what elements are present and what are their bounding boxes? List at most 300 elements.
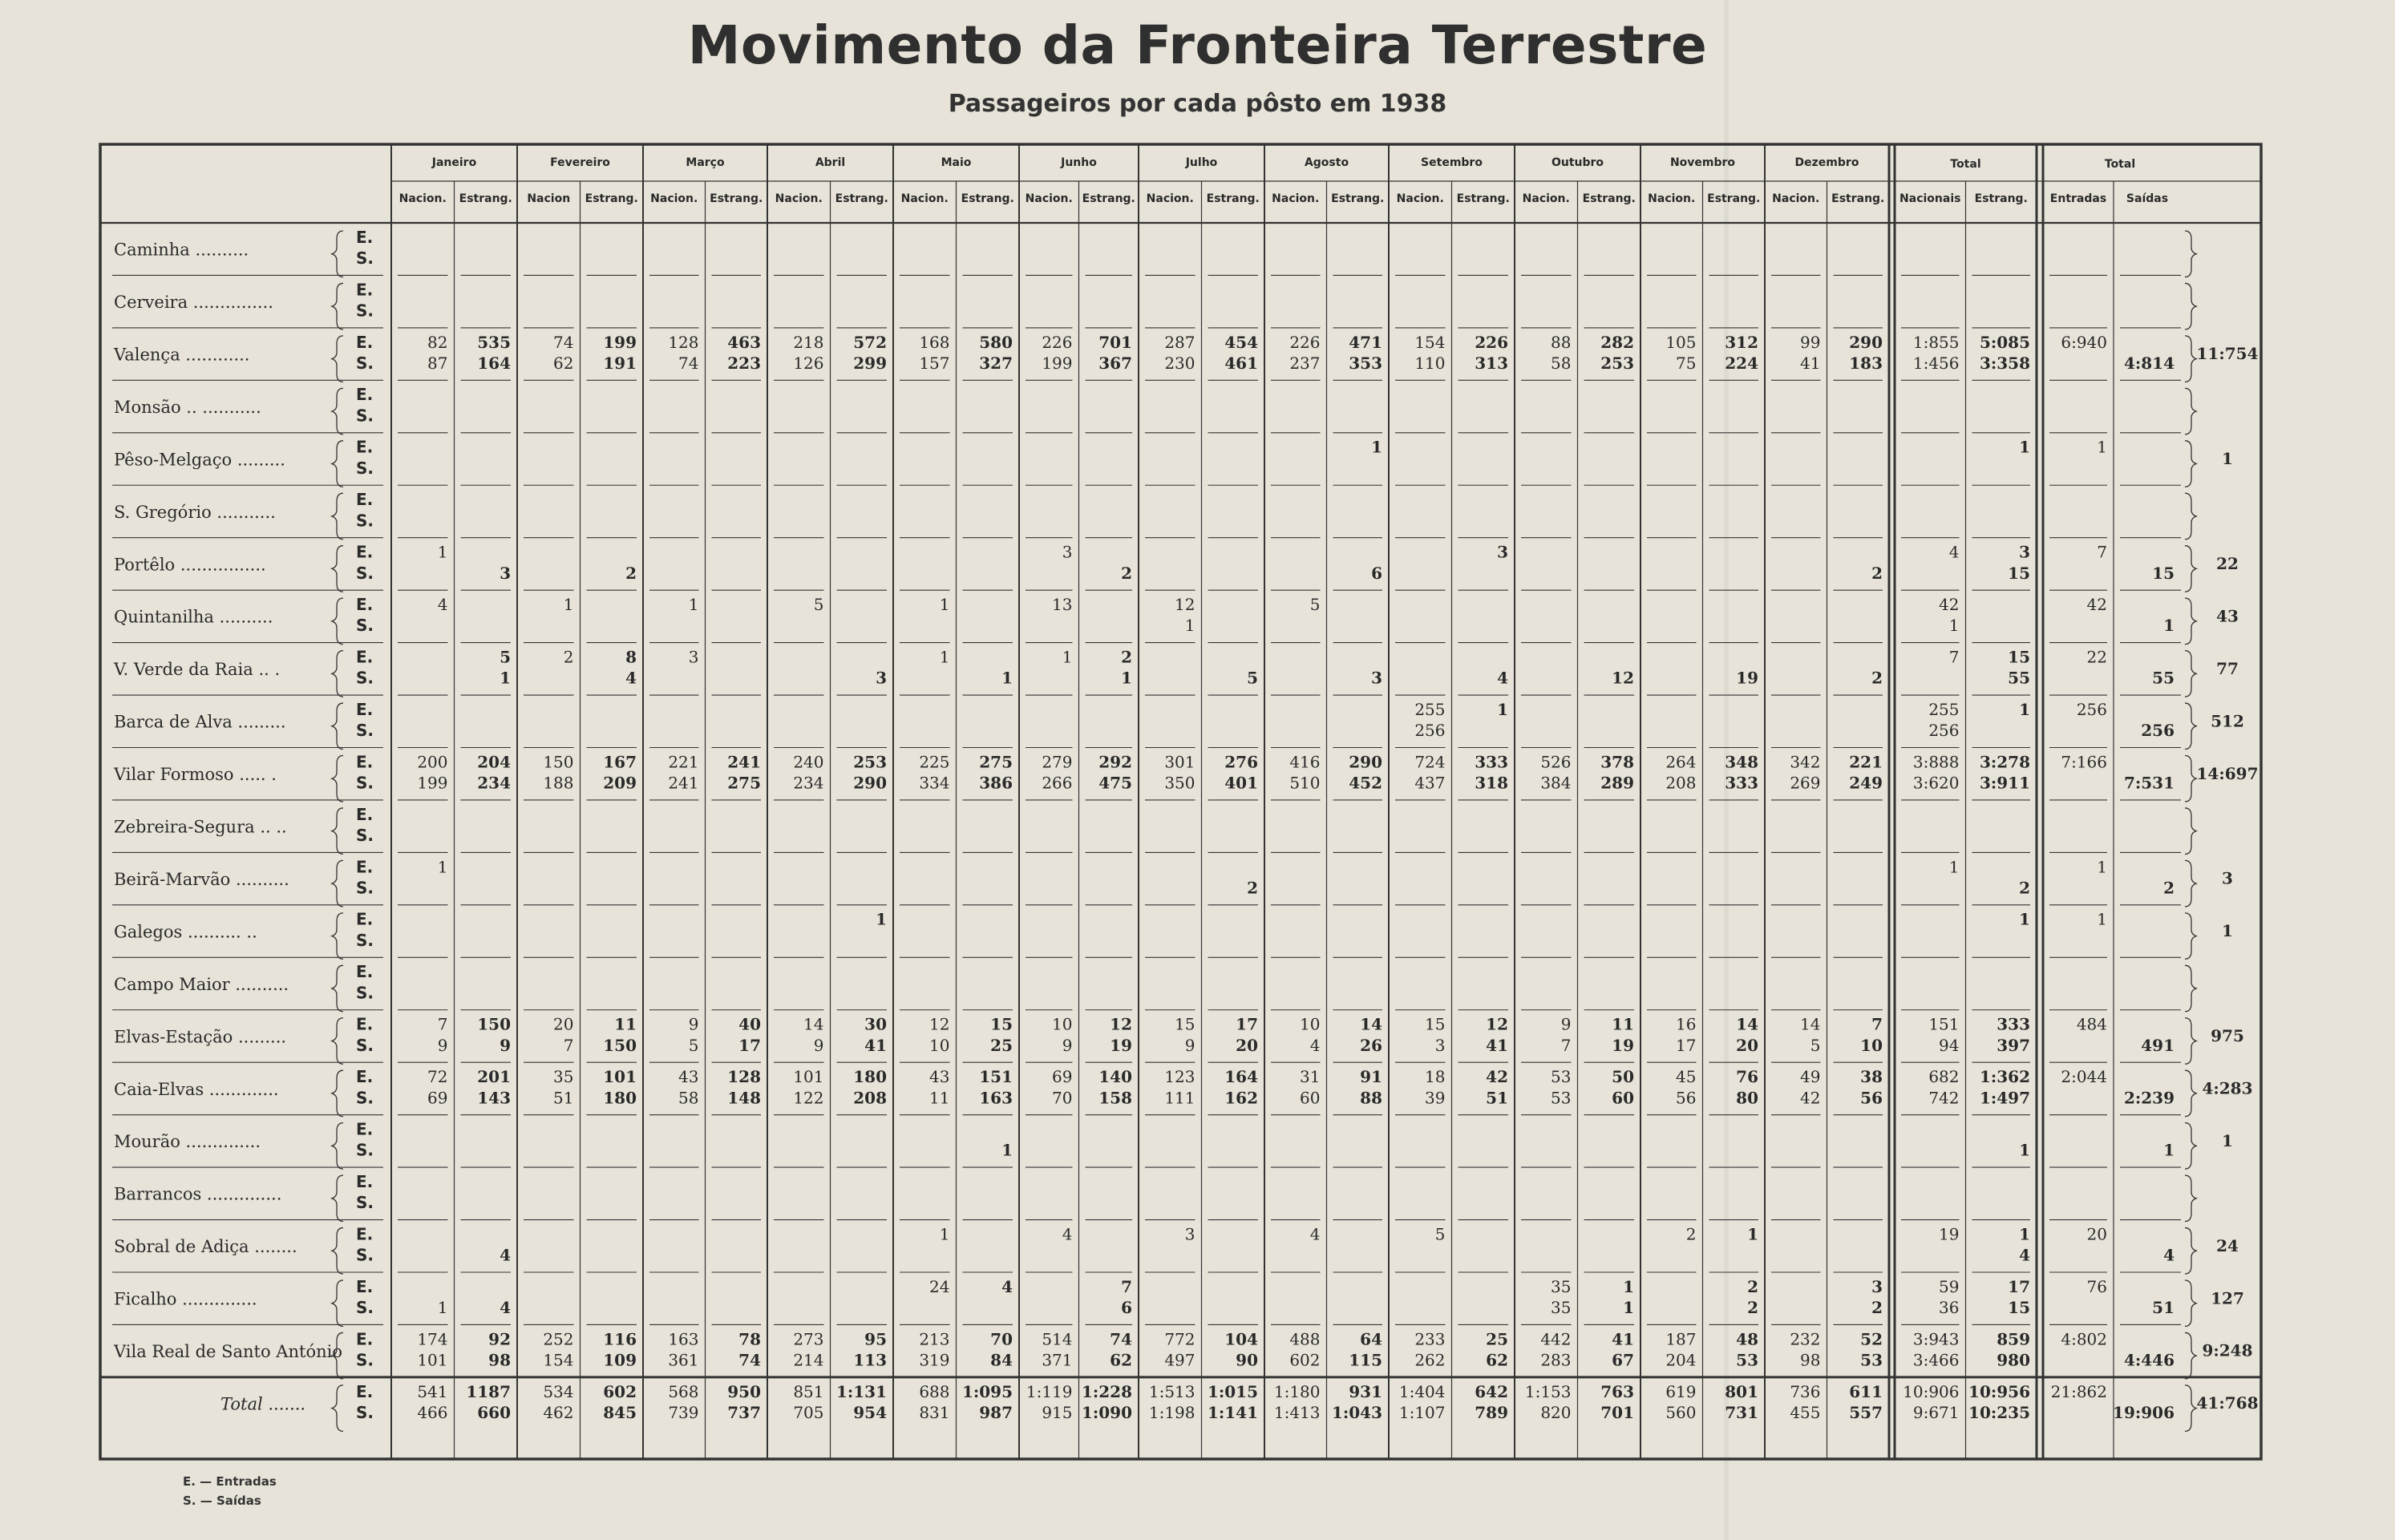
saida-value: 87 bbox=[427, 353, 448, 373]
entrada-value: 1 bbox=[939, 647, 950, 667]
sub-header: Saídas bbox=[2126, 192, 2169, 205]
saida-label: S. bbox=[356, 1402, 374, 1422]
saida-value: 62 bbox=[553, 353, 574, 373]
entrada-value: 255 bbox=[1928, 699, 1960, 719]
saida-value: 9 bbox=[500, 1035, 511, 1055]
brace-icon bbox=[332, 913, 343, 959]
brace-icon bbox=[2185, 756, 2196, 802]
sub-header: Nacion. bbox=[1396, 192, 1444, 205]
grand-total-value: 512 bbox=[2211, 711, 2244, 731]
saida-value: 742 bbox=[1928, 1088, 1960, 1108]
entrada-value: 7 bbox=[437, 1014, 448, 1034]
saida-label: S. bbox=[356, 458, 374, 478]
entrada-label: E. bbox=[356, 280, 374, 300]
entrada-value: 1 bbox=[2019, 1224, 2030, 1244]
month-header: Novembro bbox=[1669, 156, 1736, 169]
saida-label: S. bbox=[356, 721, 374, 741]
entrada-value: 252 bbox=[543, 1329, 574, 1349]
entrada-value: 18 bbox=[1425, 1067, 1446, 1087]
grand-total-value: 11:754 bbox=[2196, 344, 2259, 364]
posto-label: Barca de Alva ......... bbox=[114, 712, 286, 732]
entrada-label: E. bbox=[356, 437, 374, 457]
entrada-value: 859 bbox=[1997, 1329, 2030, 1349]
saida-value: 1:497 bbox=[1979, 1088, 2030, 1108]
posto-label: Caminha .......... bbox=[114, 240, 249, 260]
saida-value: 491 bbox=[2141, 1035, 2175, 1055]
brace-icon bbox=[332, 808, 343, 854]
brace-icon bbox=[332, 1123, 343, 1169]
saida-value: 256 bbox=[1928, 721, 1960, 741]
saida-value: 1 bbox=[1948, 616, 1960, 636]
entrada-value: 273 bbox=[793, 1329, 824, 1349]
saida-value: 214 bbox=[793, 1350, 824, 1370]
entrada-value: 534 bbox=[543, 1381, 574, 1401]
entrada-value: 256 bbox=[2076, 699, 2107, 719]
saida-value: 80 bbox=[1736, 1088, 1758, 1108]
entrada-value: 12 bbox=[1110, 1014, 1132, 1034]
entrada-label: E. bbox=[356, 1224, 374, 1244]
sub-header: Nacion. bbox=[398, 192, 447, 205]
entrada-value: 3 bbox=[1184, 1224, 1195, 1244]
entrada-value: 1187 bbox=[466, 1381, 511, 1401]
saida-value: 384 bbox=[1540, 773, 1572, 793]
saida-value: 452 bbox=[1349, 773, 1382, 793]
entrada-value: 682 bbox=[1928, 1067, 1960, 1087]
saida-value: 75 bbox=[1676, 353, 1697, 373]
sub-header: Entradas bbox=[2049, 192, 2107, 205]
saida-label: S. bbox=[356, 773, 374, 793]
entrada-value: 416 bbox=[1289, 752, 1321, 772]
saida-value: 1:413 bbox=[1273, 1402, 1321, 1422]
entrada-value: 76 bbox=[2086, 1276, 2107, 1296]
sub-header: Nacionais bbox=[1899, 192, 1961, 205]
entrada-value: 4:802 bbox=[2061, 1329, 2107, 1349]
saida-value: 2 bbox=[2163, 878, 2175, 898]
saida-value: 74 bbox=[678, 353, 699, 373]
entrada-value: 287 bbox=[1164, 332, 1195, 352]
entrada-value: 1 bbox=[2019, 437, 2030, 457]
saida-value: 350 bbox=[1164, 773, 1195, 793]
entrada-value: 20 bbox=[553, 1014, 574, 1034]
saida-value: 739 bbox=[668, 1402, 699, 1422]
entrada-value: 225 bbox=[919, 752, 950, 772]
entrada-value: 701 bbox=[1098, 332, 1132, 352]
saida-value: 1:141 bbox=[1207, 1402, 1258, 1422]
entrada-label: E. bbox=[356, 1381, 374, 1401]
page-title: Movimento da Fronteira Terrestre bbox=[687, 14, 1708, 76]
saida-value: 831 bbox=[919, 1402, 950, 1422]
brace-icon bbox=[332, 1070, 343, 1116]
saida-value: 191 bbox=[603, 353, 637, 373]
saida-value: 17 bbox=[738, 1035, 761, 1055]
saida-value: 9 bbox=[1184, 1035, 1195, 1055]
entrada-value: 12 bbox=[1486, 1014, 1508, 1034]
saida-value: 1 bbox=[2163, 616, 2175, 636]
brace-icon bbox=[2185, 1175, 2196, 1221]
brace-icon bbox=[332, 965, 343, 1011]
grand-total-value: 1 bbox=[2222, 921, 2233, 941]
entrada-value: 74 bbox=[553, 332, 574, 352]
entrada-value: 42 bbox=[1939, 595, 1960, 615]
saida-value: 7 bbox=[563, 1035, 574, 1055]
entrada-value: 541 bbox=[417, 1381, 448, 1401]
posto-label: Barrancos .............. bbox=[114, 1184, 282, 1204]
entrada-value: 1:404 bbox=[1398, 1381, 1446, 1401]
saida-value: 60 bbox=[1300, 1088, 1321, 1108]
entrada-value: 276 bbox=[1224, 752, 1258, 772]
saida-value: 361 bbox=[668, 1350, 699, 1370]
brace-icon bbox=[332, 1018, 343, 1064]
saida-label: S. bbox=[356, 1245, 374, 1265]
saida-value: 10 bbox=[1860, 1035, 1883, 1055]
entrada-value: 13 bbox=[1052, 595, 1073, 615]
entrada-value: 526 bbox=[1540, 752, 1572, 772]
brace-icon bbox=[332, 1175, 343, 1221]
saida-value: 67 bbox=[1612, 1350, 1634, 1370]
entrada-value: 14 bbox=[803, 1014, 824, 1034]
saida-value: 150 bbox=[603, 1035, 637, 1055]
entrada-value: 7 bbox=[1871, 1014, 1883, 1034]
brace-icon bbox=[332, 493, 343, 539]
entrada-value: 5 bbox=[1434, 1224, 1446, 1244]
legend-entradas: E. — Entradas bbox=[183, 1474, 277, 1489]
saida-label: S. bbox=[356, 1088, 374, 1108]
entrada-value: 69 bbox=[1052, 1067, 1073, 1087]
saida-value: 2 bbox=[2019, 878, 2030, 898]
entrada-value: 218 bbox=[793, 332, 824, 352]
grand-total-value: 14:697 bbox=[2196, 763, 2259, 783]
posto-label: Portêlo ................ bbox=[114, 555, 266, 575]
brace-icon bbox=[332, 1385, 343, 1431]
saida-value: 6 bbox=[1371, 563, 1382, 583]
saida-value: 157 bbox=[919, 353, 950, 373]
saida-value: 3 bbox=[876, 668, 887, 688]
entrada-value: 378 bbox=[1600, 752, 1634, 772]
entrada-value: 279 bbox=[1042, 752, 1073, 772]
saida-value: 126 bbox=[793, 353, 824, 373]
saida-value: 701 bbox=[1600, 1402, 1634, 1422]
entrada-value: 101 bbox=[793, 1067, 824, 1087]
month-header: Junho bbox=[1061, 156, 1097, 169]
entrada-value: 14 bbox=[1736, 1014, 1758, 1034]
entrada-value: 2 bbox=[1747, 1276, 1758, 1296]
entrada-value: 1 bbox=[437, 542, 448, 562]
saida-value: 2 bbox=[1121, 563, 1132, 583]
saida-value: 319 bbox=[919, 1350, 950, 1370]
saida-value: 208 bbox=[853, 1088, 887, 1108]
saida-value: 256 bbox=[1414, 721, 1446, 741]
entrada-value: 180 bbox=[853, 1067, 887, 1087]
entrada-value: 167 bbox=[603, 752, 637, 772]
saida-value: 1 bbox=[437, 1298, 448, 1318]
saida-value: 1 bbox=[500, 668, 511, 688]
sub-header: Nacion. bbox=[1772, 192, 1820, 205]
sub-header: Estrang. bbox=[1206, 192, 1260, 205]
saida-value: 1 bbox=[1121, 668, 1132, 688]
entrada-value: 2 bbox=[1121, 647, 1132, 667]
saida-value: 462 bbox=[543, 1402, 574, 1422]
saida-value: 7 bbox=[1560, 1035, 1572, 1055]
saida-value: 98 bbox=[1800, 1350, 1821, 1370]
grand-total-value: 41:768 bbox=[2196, 1393, 2259, 1413]
saida-value: 7:531 bbox=[2123, 773, 2175, 793]
saida-value: 845 bbox=[603, 1402, 637, 1422]
brace-icon bbox=[2185, 1123, 2196, 1169]
entrada-value: 101 bbox=[603, 1067, 637, 1087]
saida-value: 2 bbox=[1247, 878, 1258, 898]
saida-value: 5 bbox=[1247, 668, 1258, 688]
grand-total-value: 24 bbox=[2216, 1235, 2239, 1255]
saida-value: 455 bbox=[1790, 1402, 1821, 1422]
saida-value: 2:239 bbox=[2123, 1088, 2175, 1108]
month-header: Outubro bbox=[1551, 156, 1604, 169]
saida-value: 10:235 bbox=[1968, 1402, 2030, 1422]
entrada-value: 50 bbox=[1612, 1067, 1634, 1087]
entrada-value: 1 bbox=[1371, 437, 1382, 457]
entrada-value: 611 bbox=[1849, 1381, 1883, 1401]
saida-value: 39 bbox=[1425, 1088, 1446, 1108]
saida-value: 2 bbox=[1747, 1298, 1758, 1318]
entrada-value: 45 bbox=[1676, 1067, 1697, 1087]
posto-label: Mourão .............. bbox=[114, 1132, 261, 1152]
entrada-value: 333 bbox=[1475, 752, 1508, 772]
entrada-value: 7:166 bbox=[2061, 752, 2107, 772]
entrada-value: 140 bbox=[1098, 1067, 1132, 1087]
saida-value: 163 bbox=[979, 1088, 1013, 1108]
entrada-label: E. bbox=[356, 1014, 374, 1034]
saida-label: S. bbox=[356, 930, 374, 950]
saida-value: 4:446 bbox=[2123, 1350, 2175, 1370]
sub-header: Estrang. bbox=[1707, 192, 1761, 205]
entrada-label: E. bbox=[356, 647, 374, 667]
grand-total-value: 22 bbox=[2216, 553, 2239, 573]
entrada-value: 253 bbox=[853, 752, 887, 772]
entrada-value: 1:180 bbox=[1273, 1381, 1321, 1401]
saida-value: 987 bbox=[979, 1402, 1013, 1422]
brace-icon bbox=[2185, 1280, 2196, 1326]
entrada-value: 2 bbox=[1685, 1224, 1697, 1244]
entrada-value: 1 bbox=[939, 595, 950, 615]
saida-value: 148 bbox=[727, 1088, 761, 1108]
entrada-value: 642 bbox=[1475, 1381, 1508, 1401]
entrada-value: 74 bbox=[1110, 1329, 1132, 1349]
entrada-value: 43 bbox=[678, 1067, 699, 1087]
sub-header: Estrang. bbox=[585, 192, 638, 205]
entrada-value: 88 bbox=[1551, 332, 1572, 352]
saida-value: 1 bbox=[2019, 1140, 2030, 1160]
month-header: Dezembro bbox=[1794, 156, 1859, 169]
entrada-value: 1:228 bbox=[1081, 1381, 1132, 1401]
sub-header: Nacion. bbox=[1522, 192, 1570, 205]
entrada-value: 199 bbox=[603, 332, 637, 352]
saida-value: 224 bbox=[1725, 353, 1758, 373]
saida-value: 557 bbox=[1849, 1402, 1883, 1422]
entrada-value: 1 bbox=[2019, 699, 2030, 719]
entrada-value: 292 bbox=[1098, 752, 1132, 772]
entrada-value: 1 bbox=[2097, 437, 2107, 457]
saida-value: 333 bbox=[1725, 773, 1758, 793]
entrada-value: 724 bbox=[1414, 752, 1446, 772]
entrada-value: 1 bbox=[1497, 699, 1508, 719]
brace-icon bbox=[332, 231, 343, 277]
saida-value: 11 bbox=[929, 1088, 950, 1108]
saida-label: S. bbox=[356, 1035, 374, 1055]
saida-value: 53 bbox=[1736, 1350, 1758, 1370]
entrada-value: 72 bbox=[427, 1067, 448, 1087]
brace-icon bbox=[332, 441, 343, 487]
entrada-value: 4 bbox=[1948, 542, 1960, 562]
month-header: Abril bbox=[815, 156, 846, 169]
saida-value: 36 bbox=[1939, 1298, 1960, 1318]
posto-label: Campo Maior .......... bbox=[114, 974, 289, 994]
brace-icon bbox=[2185, 808, 2196, 854]
brace-icon bbox=[332, 703, 343, 749]
entrada-value: 49 bbox=[1800, 1067, 1821, 1087]
entrada-value: 514 bbox=[1042, 1329, 1073, 1349]
saida-label: S. bbox=[356, 668, 374, 688]
sub-header: Nacion. bbox=[1146, 192, 1194, 205]
saida-value: 262 bbox=[1414, 1350, 1446, 1370]
saida-value: 3:358 bbox=[1979, 353, 2030, 373]
entrada-value: 154 bbox=[1414, 332, 1446, 352]
entrada-value: 1:015 bbox=[1207, 1381, 1258, 1401]
entrada-value: 1 bbox=[1948, 857, 1960, 877]
grand-total-value: 9:248 bbox=[2202, 1340, 2253, 1360]
entrada-value: 12 bbox=[929, 1014, 950, 1034]
entrada-value: 201 bbox=[477, 1067, 511, 1087]
saida-value: 41 bbox=[864, 1035, 887, 1055]
entrada-value: 1 bbox=[437, 857, 448, 877]
brace-icon bbox=[2185, 651, 2196, 697]
sub-header: Nacion. bbox=[1272, 192, 1320, 205]
sub-header: Nacion. bbox=[1648, 192, 1696, 205]
brace-icon bbox=[332, 336, 343, 382]
grand-total-value: 77 bbox=[2216, 658, 2239, 678]
saida-value: 19 bbox=[1612, 1035, 1634, 1055]
entrada-value: 264 bbox=[1665, 752, 1697, 772]
entrada-value: 105 bbox=[1665, 332, 1697, 352]
entrada-value: 10 bbox=[1300, 1014, 1321, 1034]
entrada-value: 602 bbox=[603, 1381, 637, 1401]
entrada-value: 6:940 bbox=[2061, 332, 2107, 352]
saida-value: 70 bbox=[1052, 1088, 1073, 1108]
saida-label: S. bbox=[356, 1140, 374, 1160]
saida-value: 401 bbox=[1224, 773, 1258, 793]
entrada-value: 1 bbox=[876, 909, 887, 929]
posto-label: Beirã-Marvão .......... bbox=[114, 869, 289, 889]
entrada-value: 204 bbox=[477, 752, 511, 772]
entrada-value: 20 bbox=[2086, 1224, 2107, 1244]
saida-value: 3:620 bbox=[1912, 773, 1960, 793]
entrada-label: E. bbox=[356, 332, 374, 352]
saida-value: 980 bbox=[1997, 1350, 2030, 1370]
posto-label: Vila Real de Santo António bbox=[114, 1342, 342, 1362]
saida-value: 266 bbox=[1042, 773, 1073, 793]
entrada-value: 1:855 bbox=[1912, 332, 1960, 352]
entrada-value: 1 bbox=[2097, 909, 2107, 929]
saida-value: 6 bbox=[1121, 1298, 1132, 1318]
saida-value: 290 bbox=[853, 773, 887, 793]
entrada-value: 187 bbox=[1665, 1329, 1697, 1349]
sub-header: Estrang. bbox=[710, 192, 763, 205]
saida-value: 4 bbox=[500, 1298, 511, 1318]
entrada-label: E. bbox=[356, 595, 374, 615]
saida-value: 2 bbox=[1871, 1298, 1883, 1318]
entrada-value: 213 bbox=[919, 1329, 950, 1349]
brace-icon bbox=[2185, 1070, 2196, 1116]
saida-value: 318 bbox=[1475, 773, 1508, 793]
brace-icon bbox=[2185, 703, 2196, 749]
saida-value: 5 bbox=[1810, 1035, 1821, 1055]
sub-header: Estrang. bbox=[1082, 192, 1135, 205]
saida-value: 737 bbox=[727, 1402, 761, 1422]
posto-label: Galegos .......... .. bbox=[114, 922, 257, 942]
saida-value: 122 bbox=[793, 1088, 824, 1108]
entrada-value: 43 bbox=[929, 1067, 950, 1087]
saida-value: 111 bbox=[1164, 1088, 1195, 1108]
entrada-label: E. bbox=[356, 385, 374, 405]
entrada-value: 21:862 bbox=[2050, 1381, 2107, 1401]
saida-value: 560 bbox=[1665, 1402, 1697, 1422]
entrada-value: 1 bbox=[1623, 1276, 1634, 1296]
entrada-value: 221 bbox=[668, 752, 699, 772]
sub-header: Nacion. bbox=[900, 192, 949, 205]
entrada-value: 1:095 bbox=[961, 1381, 1013, 1401]
entrada-value: 7 bbox=[2097, 542, 2107, 562]
saida-value: 204 bbox=[1665, 1350, 1697, 1370]
entrada-value: 221 bbox=[1849, 752, 1883, 772]
entrada-value: 5:085 bbox=[1979, 332, 2030, 352]
entrada-value: 454 bbox=[1224, 332, 1258, 352]
saida-value: 954 bbox=[853, 1402, 887, 1422]
entrada-value: 3 bbox=[688, 647, 699, 667]
saida-value: 94 bbox=[1939, 1035, 1960, 1055]
saida-label: S. bbox=[356, 1193, 374, 1213]
entrada-value: 950 bbox=[727, 1381, 761, 1401]
saida-value: 461 bbox=[1224, 353, 1258, 373]
saida-value: 51 bbox=[2152, 1298, 2175, 1318]
posto-label: Zebreira-Segura .. .. bbox=[114, 817, 287, 837]
saida-value: 705 bbox=[793, 1402, 824, 1422]
saida-value: 397 bbox=[1997, 1035, 2030, 1055]
page-subtitle: Passageiros por cada pôsto em 1938 bbox=[948, 90, 1447, 118]
posto-label: Quintanilha .......... bbox=[114, 607, 273, 627]
saida-value: 154 bbox=[543, 1350, 574, 1370]
saida-value: 90 bbox=[1236, 1350, 1258, 1370]
saida-value: 1 bbox=[1184, 616, 1195, 636]
entrada-value: 174 bbox=[417, 1329, 448, 1349]
entrada-value: 99 bbox=[1800, 332, 1821, 352]
entrada-value: 200 bbox=[417, 752, 448, 772]
saida-value: 299 bbox=[853, 353, 887, 373]
saida-value: 2 bbox=[625, 563, 637, 583]
saida-value: 5 bbox=[688, 1035, 699, 1055]
entrada-value: 10:956 bbox=[1968, 1381, 2030, 1401]
saida-value: 15 bbox=[2008, 563, 2030, 583]
entrada-value: 1 bbox=[563, 595, 574, 615]
saida-value: 327 bbox=[979, 353, 1013, 373]
entrada-value: 22 bbox=[2086, 647, 2107, 667]
saida-value: 15 bbox=[2008, 1298, 2030, 1318]
entrada-value: 14 bbox=[1360, 1014, 1382, 1034]
saida-value: 275 bbox=[727, 773, 761, 793]
brace-icon bbox=[2185, 913, 2196, 959]
entrada-value: 150 bbox=[543, 752, 574, 772]
legend-saidas: S. — Saídas bbox=[183, 1494, 261, 1508]
saida-value: 183 bbox=[1849, 353, 1883, 373]
saida-value: 466 bbox=[417, 1402, 448, 1422]
entrada-value: 12 bbox=[1175, 595, 1195, 615]
